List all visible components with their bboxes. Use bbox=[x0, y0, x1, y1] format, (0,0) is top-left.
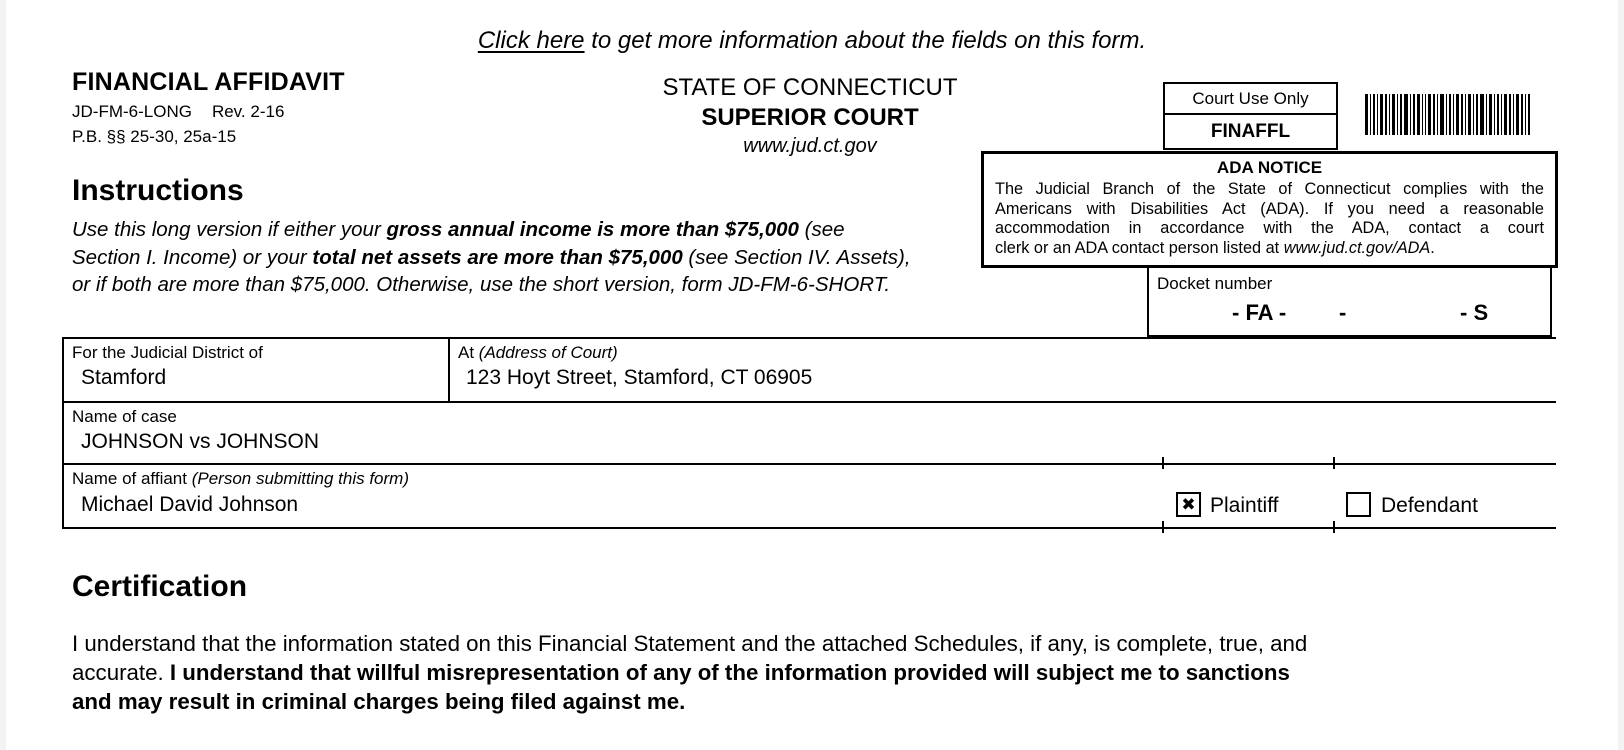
state-name: STATE OF CONNECTICUT bbox=[662, 74, 958, 101]
name-of-case-field[interactable]: JOHNSON vs JOHNSON bbox=[81, 430, 320, 453]
checkbox-check-icon: ✖ bbox=[1181, 495, 1196, 514]
table-border-left bbox=[62, 337, 64, 529]
click-here-link[interactable]: Click here bbox=[477, 27, 585, 54]
name-of-affiant-label bbox=[72, 470, 409, 489]
table-divider-district-address bbox=[448, 337, 450, 403]
instructions-text: (see bbox=[798, 218, 845, 241]
table-border-row1 bbox=[62, 401, 1556, 403]
docket-segment-s[interactable]: - S bbox=[1460, 300, 1489, 325]
ada-notice-line: accommodation in accordance with the ADA, contact a court bbox=[995, 219, 1544, 237]
ada-notice-line: Americans with Disabilities Act (ADA). If you need a reasonable bbox=[995, 199, 1544, 218]
docket-segment-fa[interactable]: - FA - bbox=[1232, 300, 1287, 325]
name-of-case-label: Name of case bbox=[72, 407, 177, 426]
table-divider-stub bbox=[1333, 521, 1335, 533]
instructions-text: or if both are more than $75,000. Otherwise, use the short version, form JD-FM-6-SHORT. bbox=[72, 273, 891, 296]
form-number: JD-FM-6-LONG bbox=[72, 102, 192, 121]
instructions-text: Section I. Income) or your bbox=[72, 245, 313, 269]
certification-text-bold: I understand that willful misrepresentation of any of the information provided will subject me to sanctions bbox=[169, 660, 1290, 685]
practice-book-ref: P.B. §§ 25-30, 25a-15 bbox=[72, 127, 237, 146]
info-note bbox=[0, 27, 1624, 55]
instructions-text-bold: total net assets are more than $75,000 bbox=[312, 245, 683, 269]
certification-text: I understand that the information stated on this Financial Statement and the attached Schedules, if any, is complete, true, and bbox=[72, 631, 1308, 656]
table-border-bottom bbox=[62, 527, 1556, 529]
docket-number-box bbox=[1147, 268, 1552, 337]
address-of-court-field[interactable]: 123 Hoyt Street, Stamford, CT 06905 bbox=[466, 366, 813, 389]
certification-text-bold: and may result in criminal charges being filed against me. bbox=[72, 689, 686, 714]
ada-notice-line: The Judicial Branch of the State of Connecticut complies with the bbox=[995, 180, 1544, 198]
certification-text: accurate. bbox=[72, 660, 170, 685]
ada-notice-text: clerk or an ADA contact person listed at bbox=[995, 238, 1284, 257]
affiant-label-text: Name of affiant bbox=[72, 469, 192, 488]
form-header-left bbox=[72, 68, 345, 147]
instructions-paragraph bbox=[72, 216, 932, 299]
docket-segment-mid[interactable]: - bbox=[1339, 300, 1347, 325]
page-edge-right bbox=[1618, 0, 1624, 750]
plaintiff-checkbox[interactable] bbox=[1176, 492, 1201, 517]
certification-paragraph bbox=[72, 629, 1567, 716]
ada-notice-text: . bbox=[1430, 238, 1435, 257]
instructions-text-bold: gross annual income is more than $75,000 bbox=[386, 218, 799, 241]
ada-url-link[interactable]: www.jud.ct.gov/ADA bbox=[1283, 238, 1431, 257]
docket-number-label: Docket number bbox=[1157, 274, 1273, 293]
table-border-row2 bbox=[62, 463, 1556, 465]
name-of-affiant-field[interactable]: Michael David Johnson bbox=[81, 493, 299, 516]
ada-notice-box bbox=[981, 151, 1558, 268]
judicial-district-label: For the Judicial District of bbox=[72, 343, 263, 362]
court-website: www.jud.ct.gov bbox=[743, 135, 877, 157]
form-code-finaffl: FINAFFL bbox=[1210, 121, 1291, 142]
affiant-label-note: (Person submitting this form) bbox=[191, 469, 409, 488]
instructions-text: Use this long version if either your bbox=[72, 218, 387, 241]
form-title: FINANCIAL AFFIDAVIT bbox=[72, 68, 345, 96]
page-edge-left bbox=[0, 0, 6, 750]
form-number-line bbox=[72, 102, 345, 122]
info-note-text: to get more information about the fields on this form. bbox=[584, 27, 1147, 54]
address-label-text: At bbox=[458, 343, 479, 362]
form-header-center bbox=[560, 74, 1060, 158]
certification-heading: Certification bbox=[72, 570, 248, 603]
table-divider-stub bbox=[1162, 521, 1164, 533]
address-label-note: (Address of Court) bbox=[478, 343, 618, 362]
instructions-heading: Instructions bbox=[72, 174, 244, 207]
address-of-court-label bbox=[458, 344, 618, 363]
barcode-icon bbox=[1365, 94, 1530, 135]
ada-notice-title: ADA NOTICE bbox=[1216, 158, 1323, 177]
defendant-checkbox[interactable] bbox=[1346, 492, 1371, 517]
form-revision: Rev. 2-16 bbox=[211, 102, 285, 121]
court-use-only-box bbox=[1163, 82, 1338, 150]
table-divider-stub bbox=[1162, 457, 1164, 469]
court-use-only-label: Court Use Only bbox=[1165, 84, 1336, 115]
defendant-checkbox-label: Defendant bbox=[1381, 494, 1478, 517]
table-border-top bbox=[62, 337, 1556, 339]
court-name: SUPERIOR COURT bbox=[701, 104, 919, 131]
ada-notice-line bbox=[995, 239, 1544, 259]
plaintiff-checkbox-label: Plaintiff bbox=[1210, 494, 1279, 517]
instructions-text: (see Section IV. Assets), bbox=[682, 245, 911, 269]
table-divider-stub bbox=[1333, 457, 1335, 469]
judicial-district-field[interactable]: Stamford bbox=[81, 366, 167, 389]
